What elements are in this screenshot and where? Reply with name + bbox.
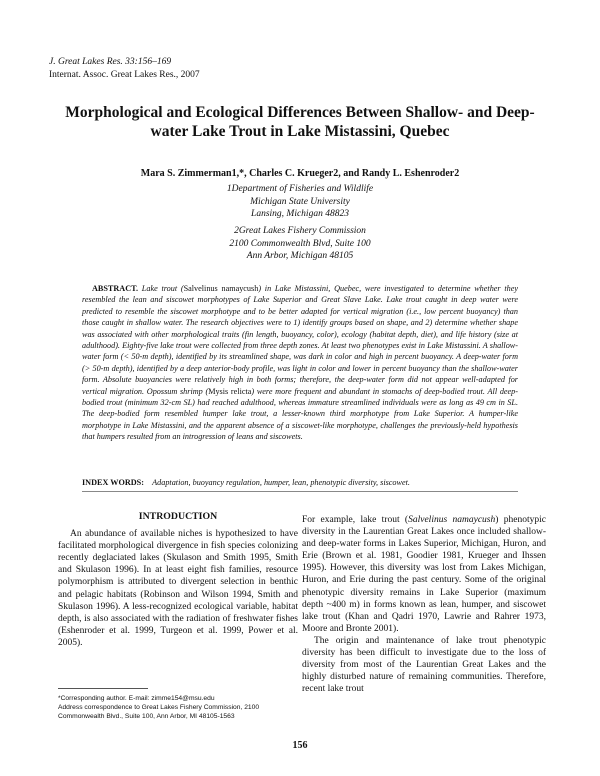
intro-p2-text-b: ) phenotypic diversity in the Laurentian Great Lakes once included shallow- and deep-water forms in Lakes Superior, Michigan, Huron, and Erie (Brown et al. 1981, Goodier 1981, Krueger and Ihssen 1995). However, this diversity was lost from Lakes Michigan, Huron, and Erie during the past century. Some of the original phenotypic diversity remains in Lake Superior (maximum depth ~400 m) in forms known as lean, humper, and siscowet lake trout (Khan and Qadri 1970, Lawrie and Rahrer 1973, Moore and Bronte 2001). [302, 515, 546, 634]
left-column [58, 511, 298, 649]
journal-citation: J. Great Lakes Res. 33:156–169 [49, 57, 172, 67]
abstract-divider [82, 491, 518, 492]
footnote-divider [58, 688, 148, 689]
author-list: Mara S. Zimmerman1,*, Charles C. Krueger2, and Randy L. Eshenroder2 [140, 168, 460, 179]
right-column [302, 514, 546, 695]
intro-paragraph-1: An abundance of available niches is hypothesized to have facilitated morphological divergence in fish species colonizing recently deglaciated lakes (Skulason and Smith 1995, Smith and Skulason 1996). In at least eight fish families, resource polymorphism is attributed to divergent selection in benthic and pelagic habitats (Robinson and Wilson 1994, Smith and Skulason 1996). A less-recognized ecological variable, habitat depth, is also associated with the radiation of freshwater fishes (Eshenroder et al. 1999, Turgeon et al. 1999, Power et al. 2005). [58, 529, 298, 648]
abstract-species-1: Salvelinus namaycush [183, 284, 259, 293]
index-words-text: Adaptation, buoyancy regulation, humper, lean, phenotypic diversity, siscowet. [152, 478, 410, 487]
abstract [82, 283, 518, 443]
page-number: 156 [292, 740, 308, 751]
affiliation-org: 2Great Lakes Fishery Commission [234, 226, 366, 236]
abstract-text-2: ) in Lake Mistassini, Quebec, were investigated to determine whether they resembled the lean and siscowet morphotypes of Lake Superior and Great Slave Lake. Lake trout caught in deep water were predicted to resemble the siscowet morphotype and to be better adapted for vertical migration (i.e., low percent buoyancy) than those caught in shallow water. The research objectives were to 1) identify groups based on shape, and 2) determine whether shape was associated with other morphological traits (fin length, buoyancy, color), ecology (habitat depth, diet), and life history (size at adulthood). Eighty-five lake trout were collected from three depth zones. At least two phenotypes exist in Lake Mistassini. A shallow-water form (< 50-m depth), identified by its streamlined shape, was dark in color and high in percent buoyancy. A deep-water form (> 50-m depth), identified by a deep anterior-body profile, was light in color and lower in percent buoyancy than the shallow-water form. Absolute buoyancies were relatively high in both forms; therefore, the deep-water form did not appear well-adapted for vertical migration. Opossum shrimp ( [82, 284, 519, 396]
journal-society: Internat. Assoc. Great Lakes Res., 2007 [49, 69, 200, 80]
journal-header [49, 56, 200, 81]
index-words-label: INDEX WORDS: [82, 478, 144, 487]
affiliation-univ: Michigan State University [250, 196, 350, 207]
footnotes [58, 694, 298, 722]
affiliation-street: 2100 Commonwealth Blvd, Suite 100 [229, 238, 371, 249]
abstract-text-3: ) were more frequent and abundant in stomachs of deep-bodied trout. All deep-bodied trout (minimum 32-cm SL) had reached adulthood, whereas immature streamlined individuals were as long as 49 cm in SL. The deep-bodied form resembled humper lake trout, a lesser-known third morphotype from Lake Superior. A humper-like morphotype in Lake Mistassini, and the apparent absence of a siscowet-like morphotype, challenges the previously-held hypothesis that humpers resulted from an introgression of leans and siscowets. [82, 386, 518, 442]
affiliation-city: Lansing, Michigan 48823 [251, 209, 349, 219]
index-words [82, 477, 518, 488]
intro-p2-species: Salvelinus namaycush [408, 515, 496, 525]
affiliation-dept: 1Department of Fisheries and Wildlife [226, 184, 374, 194]
article-title: Morphological and Ecological Differences Between Shallow- and Deep-water Lake Trout in Lake Mistassini, Quebec [65, 104, 535, 140]
intro-paragraph-2 [302, 514, 546, 635]
abstract-label: ABSTRACT. [92, 284, 139, 293]
abstract-text-1: Lake trout ( [138, 284, 184, 293]
abstract-species-2: Mysis relicta [208, 386, 252, 396]
intro-p2-text-a: For example, lake trout ( [302, 515, 409, 525]
footnote-address: Address correspondence to Great Lakes Fishery Commission, 2100 Commonwealth Blvd., Suite 100, Ann Arbor, MI 48105-1563 [58, 704, 260, 721]
intro-paragraph-3: The origin and maintenance of lake trout phenotypic diversity has been difficult to investigate due to the loss of diversity from most of the Laurentian Great Lakes and the highly disturbed nature of remaining communities. Therefore, recent lake trout [302, 635, 546, 695]
affiliation-city-2: Ann Arbor, Michigan 48105 [246, 251, 354, 261]
affiliation-glfc [0, 225, 600, 263]
section-heading-introduction: INTRODUCTION [138, 511, 218, 522]
footnote-corresponding: *Corresponding author. E-mail: zimme154@msu.edu [58, 695, 215, 702]
affiliation-msu [0, 183, 600, 221]
